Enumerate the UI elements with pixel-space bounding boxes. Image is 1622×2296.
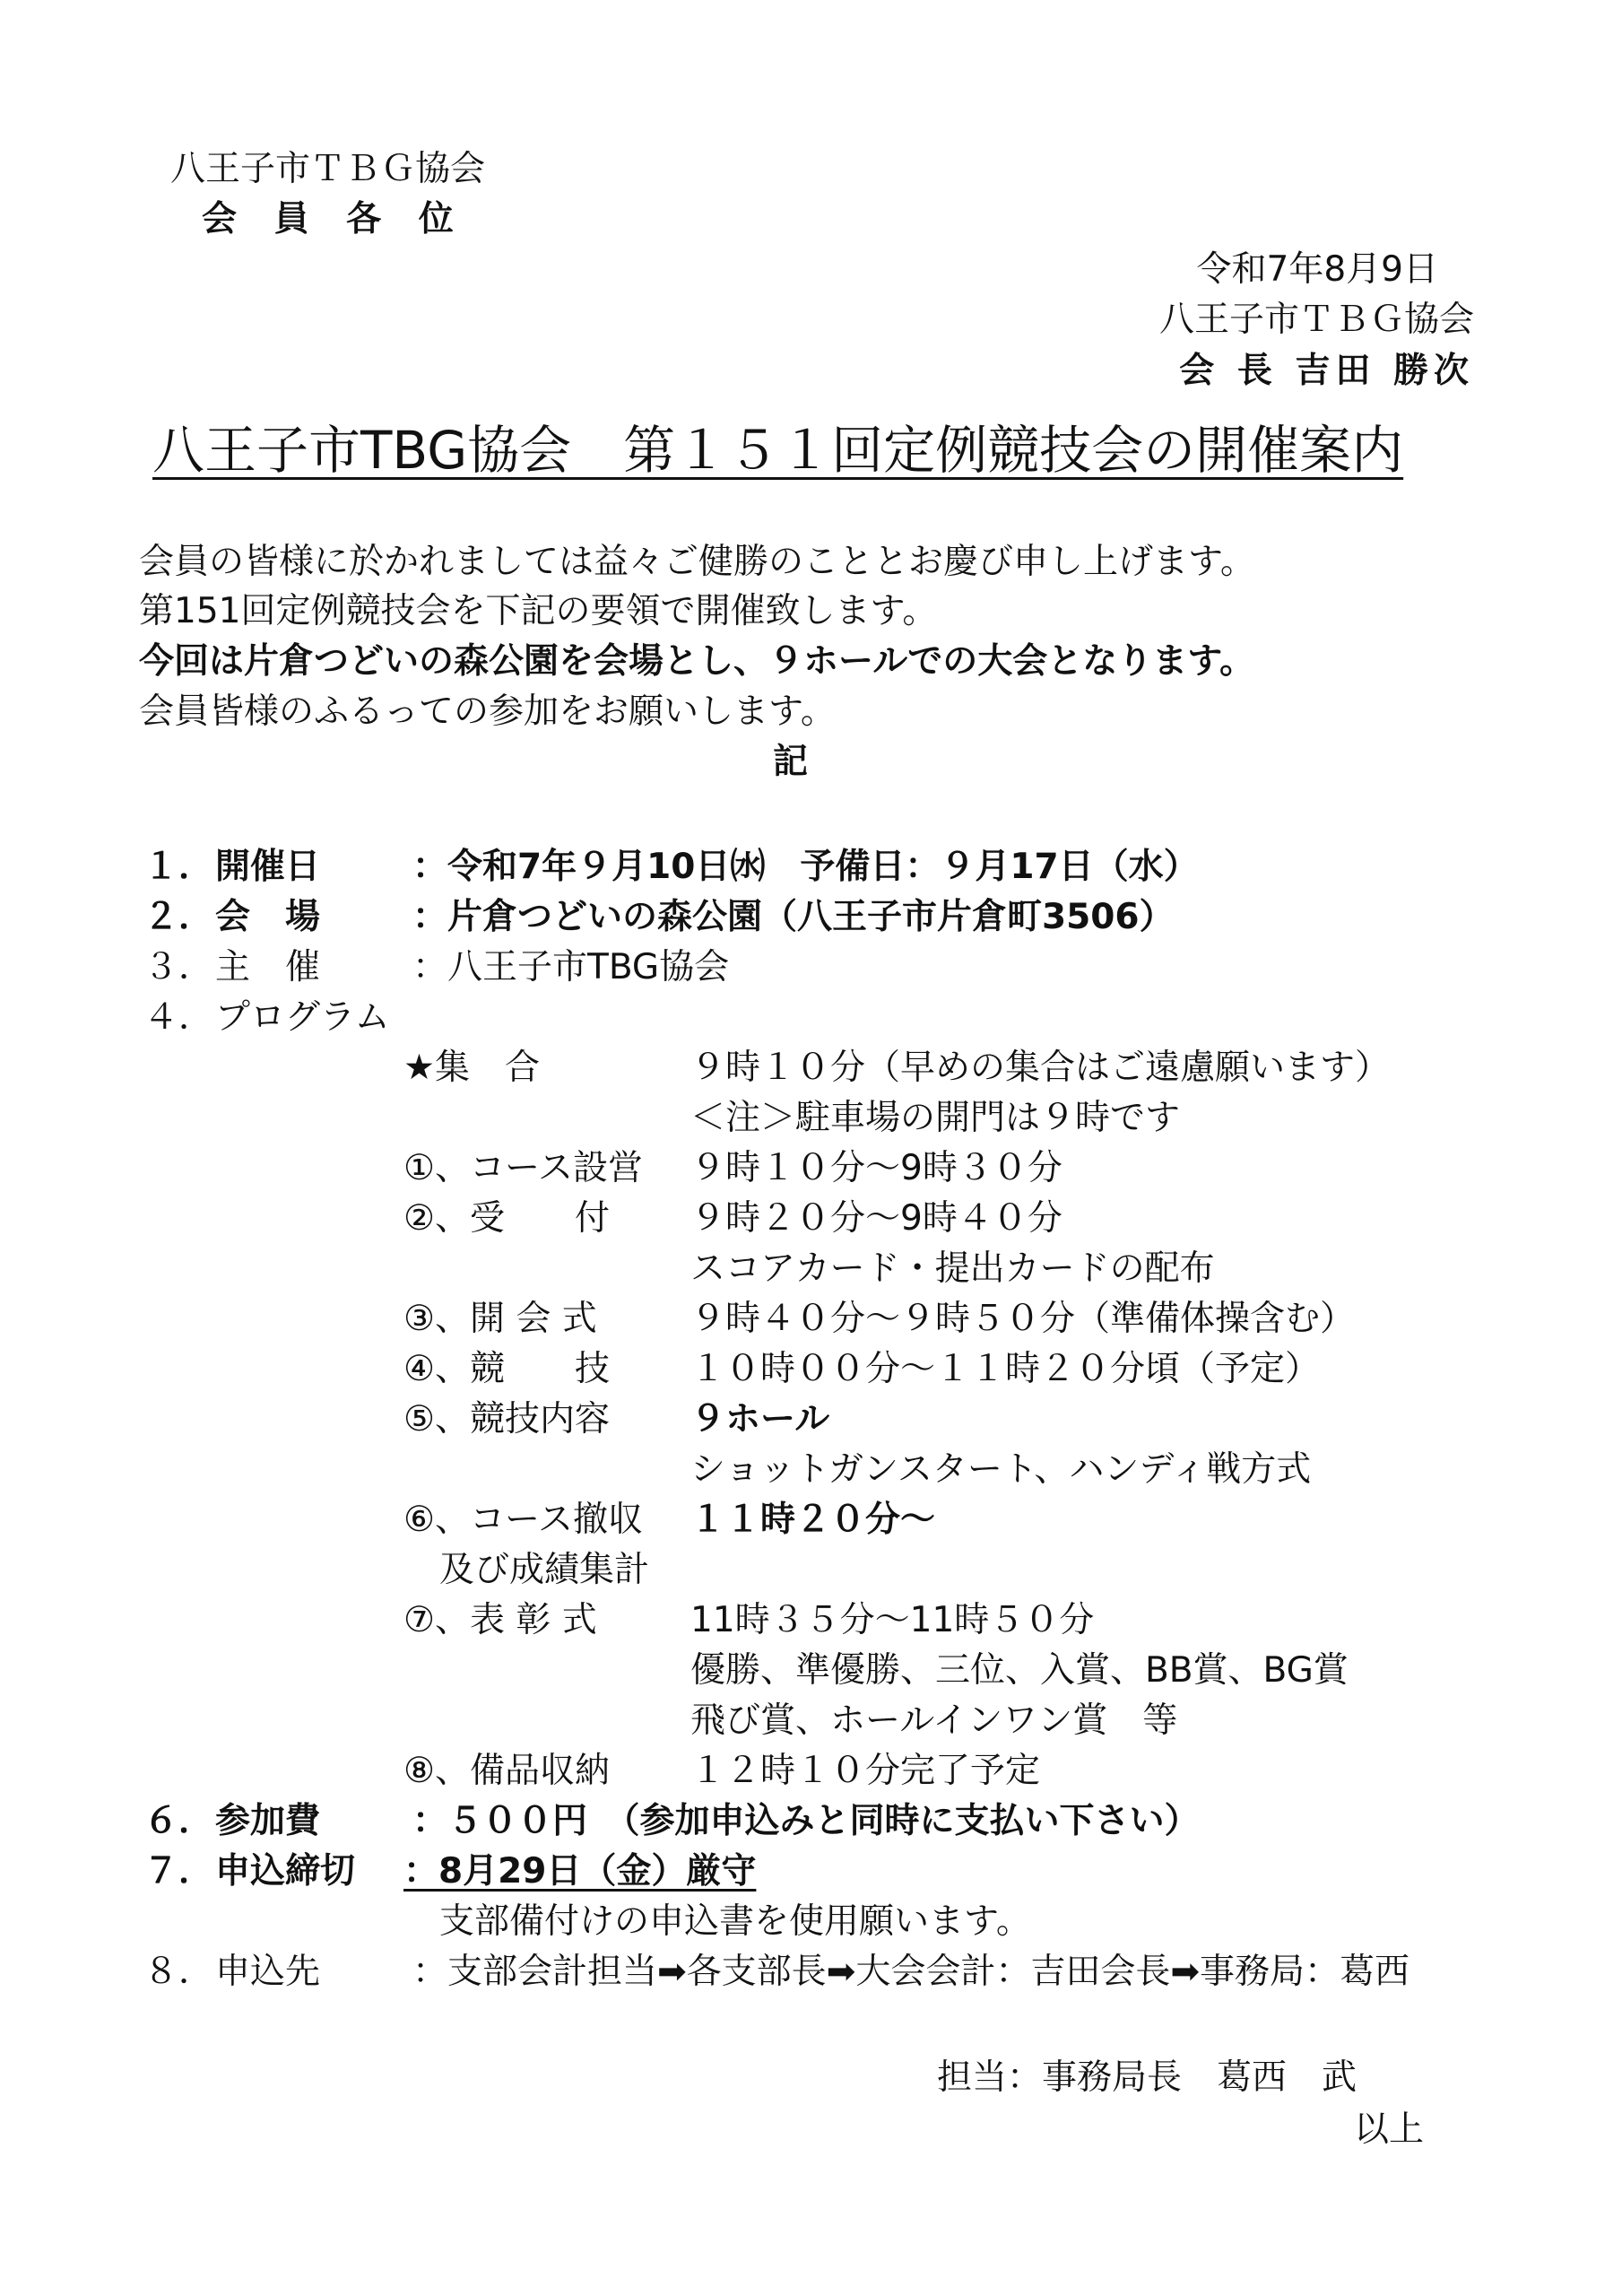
program-3-time: ９時４０分～９時５０分（準備体操含む） — [690, 1299, 1356, 1339]
program-7-time: 11時３５分～11時５０分 — [690, 1600, 1095, 1640]
program-5-note: ショットガンスタート、ハンディ戦方式 — [690, 1449, 1312, 1490]
sender-chair: 会 長 吉田 勝次 — [1179, 351, 1474, 391]
program-1-label: ①、コース設営 — [403, 1148, 644, 1188]
item-7-note: 支部備付けの申込書を使用願います。 — [439, 1901, 1031, 1942]
program-8-label: ⑧、備品収納 — [403, 1751, 610, 1791]
program-6-time: １１時２０分～ — [690, 1500, 936, 1540]
program-4-label: ④、競 技 — [403, 1349, 610, 1389]
sender-date: 令和7年8月9日 — [1196, 249, 1438, 290]
addressee-org: 八王子市ＴＢＧ協会 — [170, 149, 486, 189]
item-2-value: ：片倉つどいの森公園（八王子市片倉町3506） — [412, 897, 1175, 937]
intro-line-2: 第151回定例競技会を下記の要領で開催致します。 — [139, 591, 938, 631]
program-gather-time: ９時１０分（早めの集合はご遠慮願います） — [690, 1048, 1391, 1088]
intro-line-1: 会員の皆様に於かれましては益々ご健勝のこととお慶び申し上げます。 — [139, 542, 1255, 582]
addressee-recipients: 会 員 各 位 — [202, 199, 466, 239]
program-5-label: ⑤、競技内容 — [403, 1399, 610, 1439]
item-1-value: ：令和7年９月10日㈬ 予備日：９月17日（水） — [412, 847, 1199, 887]
intro-line-4: 会員皆様のふるっての参加をお願いします。 — [139, 691, 836, 732]
program-6-label: ⑥、コース撤収 — [403, 1500, 644, 1540]
item-3-number: ３． — [143, 947, 214, 987]
contact-person: 担当：事務局長 葛西 武 — [937, 2057, 1357, 2098]
item-1-label: 開催日 — [215, 847, 321, 887]
program-1-time: ９時１０分～9時３０分 — [690, 1148, 1063, 1188]
program-7-label: ⑦、表 彰 式 — [403, 1600, 597, 1640]
program-gather-note: ＜注＞駐車場の開門は９時です — [690, 1098, 1181, 1138]
item-2-number: ２． — [143, 897, 214, 937]
item-7-number: ７． — [143, 1851, 214, 1892]
intro-line-3: 今回は片倉つどいの森公園を会場とし、９ホールでの大会となります。 — [139, 641, 1255, 682]
item-2-label: 会 場 — [215, 897, 321, 937]
item-6-number: ６． — [143, 1801, 214, 1841]
program-8-time: １２時１０分完了予定 — [690, 1751, 1041, 1791]
program-4-time: １０時００分～１１時２０分頃（予定） — [690, 1349, 1321, 1389]
program-3-label: ③、開 会 式 — [403, 1299, 597, 1339]
item-4-number: ４． — [143, 997, 214, 1038]
item-6-value: ：５００円 （参加申込みと同時に支払い下さい） — [412, 1801, 1200, 1841]
item-3-label: 主 催 — [215, 947, 321, 987]
program-7-note2: 飛び賞、ホールインワン賞 等 — [690, 1700, 1178, 1741]
item-8-label: 申込先 — [215, 1952, 321, 1992]
item-1-number: １． — [143, 847, 214, 887]
item-3-value: ：八王子市TBG協会 — [412, 947, 730, 987]
program-7-note1: 優勝、準優勝、三位、入賞、BB賞、BG賞 — [690, 1650, 1349, 1691]
ki-heading: 記 — [773, 742, 809, 782]
item-7-label: 申込締切 — [215, 1851, 356, 1892]
item-4-label: プログラム — [215, 997, 390, 1038]
program-2-time: ９時２０分～9時４０分 — [690, 1198, 1063, 1239]
item-8-number: ８． — [143, 1952, 214, 1992]
program-6-label2: 及び成績集計 — [439, 1550, 650, 1590]
document-title: 八王子市TBG協会 第１５１回定例競技会の開催案内 — [152, 420, 1404, 481]
item-6-label: 参加費 — [215, 1801, 321, 1841]
program-gather-label: ★集 合 — [403, 1048, 540, 1088]
item-7-value: ：8月29日（金）厳守 — [403, 1851, 757, 1892]
closing-mark: 以上 — [1354, 2109, 1425, 2150]
program-5-time: ９ホール — [690, 1399, 830, 1439]
sender-org: 八王子市ＴＢＧ協会 — [1158, 300, 1474, 340]
program-2-note: スコアカード・提出カードの配布 — [690, 1248, 1215, 1289]
program-2-label: ②、受 付 — [403, 1198, 610, 1239]
item-8-value: ：支部会計担当➡各支部長➡大会会計：吉田会長➡事務局：葛西 — [412, 1952, 1410, 1992]
